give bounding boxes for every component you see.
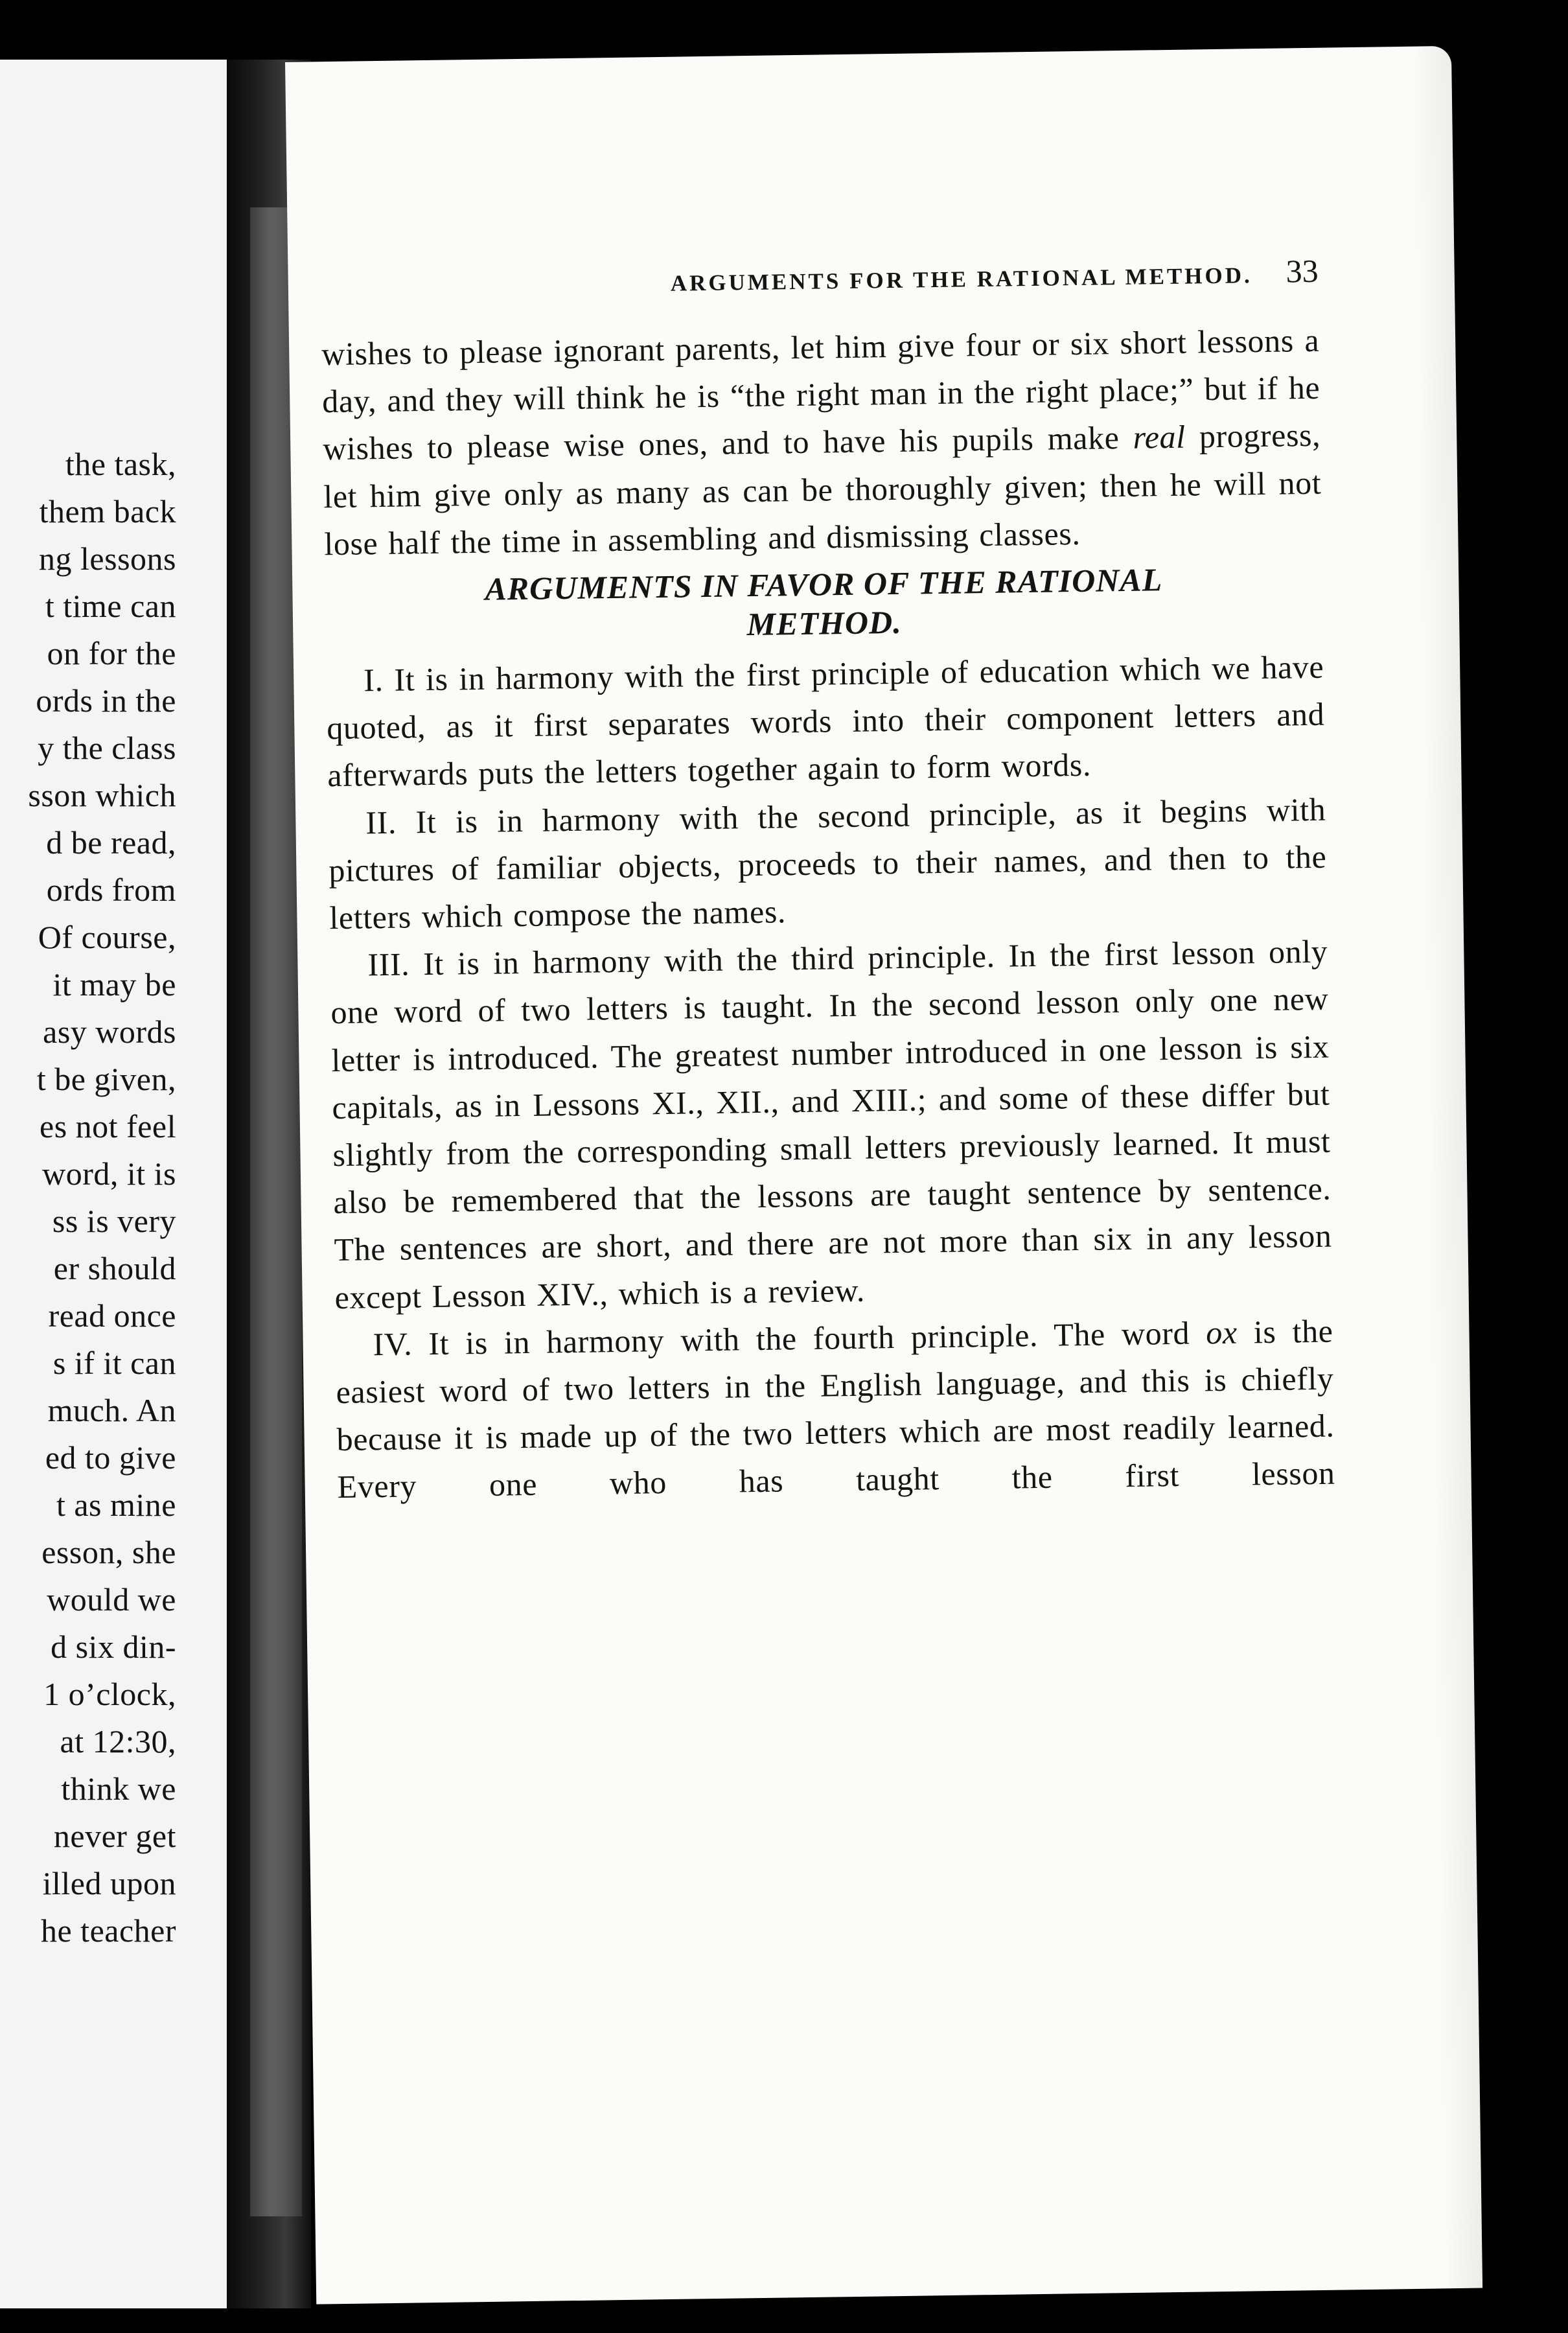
intro-text-part-2: progress, let him give only as many as can be thoroughly given; then he will not lose half the time in assembling and dismissing classes.: [323, 417, 1322, 563]
left-line: t as mine: [56, 1487, 176, 1523]
running-head: [320, 252, 1319, 318]
left-line: ng lessons: [39, 540, 176, 577]
left-line: much. An: [47, 1392, 176, 1428]
left-line: t time can: [45, 588, 176, 624]
left-line: never get: [53, 1818, 176, 1854]
p4-italic-word: ox: [1205, 1314, 1238, 1351]
intro-italic-word: real: [1133, 419, 1186, 456]
left-line: asy words: [43, 1014, 176, 1050]
left-line: t be given,: [36, 1061, 176, 1097]
left-line: 1 o’clock,: [43, 1676, 176, 1712]
page-number: 33: [1286, 252, 1319, 290]
page-edge-shading: [1412, 46, 1482, 2289]
left-line: ed to give: [45, 1439, 176, 1476]
argument-paragraph-2: II. It is in harmony with the second principle, as it begins with pictures of familiar objects, proceeds to their names, and then to the letters which compose the names.: [329, 791, 1327, 936]
page-body: [320, 252, 1335, 1511]
left-line: esson, she: [41, 1534, 176, 1570]
left-line: illed upon: [42, 1865, 176, 1901]
left-line: read once: [48, 1297, 176, 1334]
section-heading-line-2: METHOD.: [746, 603, 903, 643]
p4-text-part-1: IV. It is in harmony with the fourth principle. The word: [373, 1314, 1206, 1363]
left-line: word, it is: [42, 1155, 176, 1192]
section-heading-line-1: ARGUMENTS IN FAVOR OF THE RATIONAL: [485, 561, 1163, 607]
argument-paragraph-1: I. It is in harmony with the first principle of education which we have quoted, as it first separates words into their component letters and afterwards puts the letters together again to form words.: [326, 648, 1325, 794]
argument-paragraph-4: [335, 1307, 1335, 1511]
left-line: ords from: [46, 872, 176, 908]
left-line: y the class: [38, 730, 176, 766]
left-facing-page: [0, 60, 227, 2308]
left-line: them back: [39, 493, 176, 529]
left-line: would we: [47, 1581, 176, 1618]
right-book-page: [285, 46, 1482, 2304]
left-line: er should: [53, 1250, 176, 1286]
intro-paragraph: [321, 317, 1322, 568]
left-line: the task,: [65, 446, 176, 482]
left-line: at 12:30,: [60, 1723, 176, 1759]
running-head-title: ARGUMENTS FOR THE RATIONAL METHOD.: [670, 262, 1253, 296]
left-line: Of course,: [38, 919, 176, 955]
left-page-text-column: [28, 441, 176, 1955]
p4-text-part-2: is the easiest word of two letters in the English language, and this is chiefly because it is made up of the two letters which are most readily learned. Every one who has taught the first lesson: [336, 1312, 1335, 1505]
left-line: he teacher: [40, 1912, 176, 1949]
left-line: s if it can: [52, 1345, 176, 1381]
argument-paragraph-3: III. It is in harmony with the third principle. In the first lesson only one word of two letters is taught. In the second lesson only one new letter is introduced. The greatest number introduced in one lesson is six capitals, as in Lessons XI., XII., and XIII.; and some of these differ but slightly from the corresponding small letters previously learned. It must also be remembered that the lessons are taught sentence by sentence. The sentences are short, and there are not more than six in any lesson except Lesson XIV., which is a review.: [330, 933, 1332, 1316]
left-line: ords in the: [36, 682, 176, 719]
left-line: d six din-: [51, 1629, 176, 1665]
section-heading: [325, 558, 1324, 649]
left-line: sson which: [28, 777, 176, 813]
intro-text-part-1: wishes to please ignorant parents, let him give four or six short lessons a day, and they will think he is “the right man in the right place;” but if he wishes to please wise ones, and to have his pupils make: [321, 321, 1320, 467]
left-line: es not feel: [40, 1108, 176, 1144]
left-line: ss is very: [52, 1203, 176, 1239]
left-line: on for the: [47, 635, 176, 671]
left-line: d be read,: [46, 824, 176, 861]
left-line: it may be: [52, 966, 176, 1003]
left-line: think we: [61, 1770, 176, 1807]
